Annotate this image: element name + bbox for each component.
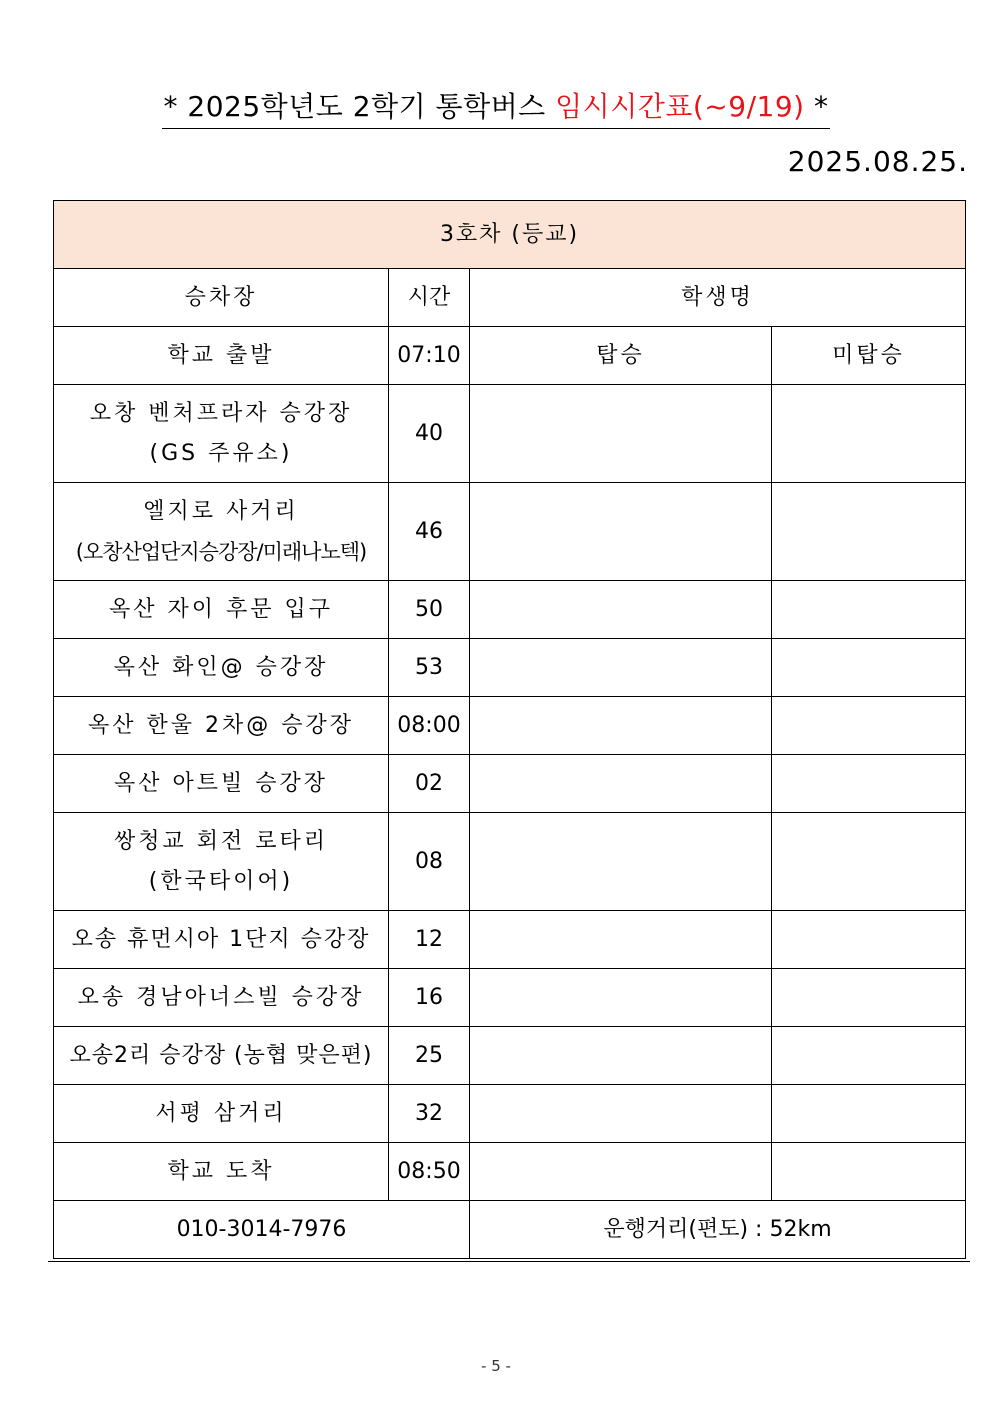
not-boarded-cell[interactable] — [772, 813, 966, 911]
stop-name: 오송2리 승강장 (농협 맞은편) — [54, 1027, 389, 1085]
stop-row — [54, 385, 966, 483]
bottom-divider — [48, 1261, 970, 1262]
stop-time: 46 — [389, 483, 470, 581]
stop-row — [54, 483, 966, 581]
stop-row — [54, 1143, 966, 1201]
stop-name: 엘지로 사거리 — [143, 498, 299, 524]
stop-subname: (오창산업단지승강장/미래나노텍) — [75, 539, 367, 564]
stop-time: 12 — [389, 911, 470, 969]
not-boarded-cell[interactable] — [772, 911, 966, 969]
stop-time: 08:50 — [389, 1143, 470, 1201]
stop-time: 16 — [389, 969, 470, 1027]
document-title — [0, 88, 992, 129]
not-boarded-cell[interactable] — [772, 639, 966, 697]
stop-name: 오창 벤처프라자 승강장 — [89, 400, 353, 426]
stop-row — [54, 969, 966, 1027]
not-boarded-cell[interactable] — [772, 1027, 966, 1085]
stop-row — [54, 1085, 966, 1143]
stop-subname: (한국타이어) — [148, 868, 294, 894]
table-heading-row — [54, 201, 966, 269]
departure-name: 학교 출발 — [54, 327, 389, 385]
driver-phone: 010-3014-7976 — [54, 1201, 470, 1259]
boarded-cell[interactable] — [470, 385, 772, 483]
boarded-cell[interactable] — [470, 911, 772, 969]
page-number: - 5 - — [481, 1357, 511, 1375]
stop-row — [54, 639, 966, 697]
title-prefix: * 2025학년도 2학기 통학버스 — [163, 90, 556, 123]
route-heading: 3호차 (등교) — [54, 201, 966, 269]
stop-name: 오송 휴먼시아 1단지 승강장 — [54, 911, 389, 969]
stop-time: 08 — [389, 813, 470, 911]
stop-name-cell — [54, 813, 389, 911]
boarded-cell[interactable] — [470, 697, 772, 755]
stop-row — [54, 697, 966, 755]
column-header-row — [54, 269, 966, 327]
stop-name: 서평 삼거리 — [54, 1085, 389, 1143]
boarded-cell[interactable] — [470, 755, 772, 813]
boarded-cell[interactable] — [470, 813, 772, 911]
stop-row — [54, 755, 966, 813]
stop-row — [54, 581, 966, 639]
column-header-boarded: 탑승 — [470, 327, 772, 385]
stop-name-cell — [54, 483, 389, 581]
column-header-students: 학생명 — [470, 269, 966, 327]
bus-schedule-table — [53, 200, 966, 1259]
title-highlight: 임시시간표(~9/19) — [555, 90, 805, 123]
column-header-time: 시간 — [389, 269, 470, 327]
stop-row — [54, 1027, 966, 1085]
stop-time: 02 — [389, 755, 470, 813]
stop-name-cell — [54, 385, 389, 483]
stop-name: 쌍청교 회전 로타리 — [113, 828, 328, 854]
stop-name: 옥산 한울 2차@ 승강장 — [54, 697, 389, 755]
stop-time: 50 — [389, 581, 470, 639]
stop-row — [54, 813, 966, 911]
stop-name: 옥산 화인@ 승강장 — [54, 639, 389, 697]
boarded-cell[interactable] — [470, 483, 772, 581]
not-boarded-cell[interactable] — [772, 581, 966, 639]
stop-time: 53 — [389, 639, 470, 697]
stop-time: 25 — [389, 1027, 470, 1085]
title-text — [162, 88, 831, 129]
departure-time: 07:10 — [389, 327, 470, 385]
not-boarded-cell[interactable] — [772, 697, 966, 755]
not-boarded-cell[interactable] — [772, 755, 966, 813]
stop-time: 08:00 — [389, 697, 470, 755]
boarded-cell[interactable] — [470, 1085, 772, 1143]
stop-name: 오송 경남아너스빌 승강장 — [54, 969, 389, 1027]
stop-time: 40 — [389, 385, 470, 483]
boarded-cell[interactable] — [470, 1027, 772, 1085]
stop-name: 옥산 자이 후문 입구 — [54, 581, 389, 639]
boarded-cell[interactable] — [470, 639, 772, 697]
boarded-cell[interactable] — [470, 581, 772, 639]
boarded-cell[interactable] — [470, 969, 772, 1027]
title-suffix: * — [804, 90, 829, 123]
not-boarded-cell[interactable] — [772, 1085, 966, 1143]
departure-row — [54, 327, 966, 385]
footer-row — [54, 1201, 966, 1259]
not-boarded-cell[interactable] — [772, 385, 966, 483]
route-distance: 운행거리(편도) : 52km — [470, 1201, 966, 1259]
column-header-stop: 승차장 — [54, 269, 389, 327]
column-header-not-boarded: 미탑승 — [772, 327, 966, 385]
stop-name: 학교 도착 — [54, 1143, 389, 1201]
not-boarded-cell[interactable] — [772, 1143, 966, 1201]
not-boarded-cell[interactable] — [772, 969, 966, 1027]
stop-row — [54, 911, 966, 969]
document-date: 2025.08.25. — [787, 145, 968, 178]
stop-name: 옥산 아트빌 승강장 — [54, 755, 389, 813]
stop-subname: (GS 주유소) — [149, 440, 293, 466]
stop-time: 32 — [389, 1085, 470, 1143]
boarded-cell[interactable] — [470, 1143, 772, 1201]
not-boarded-cell[interactable] — [772, 483, 966, 581]
